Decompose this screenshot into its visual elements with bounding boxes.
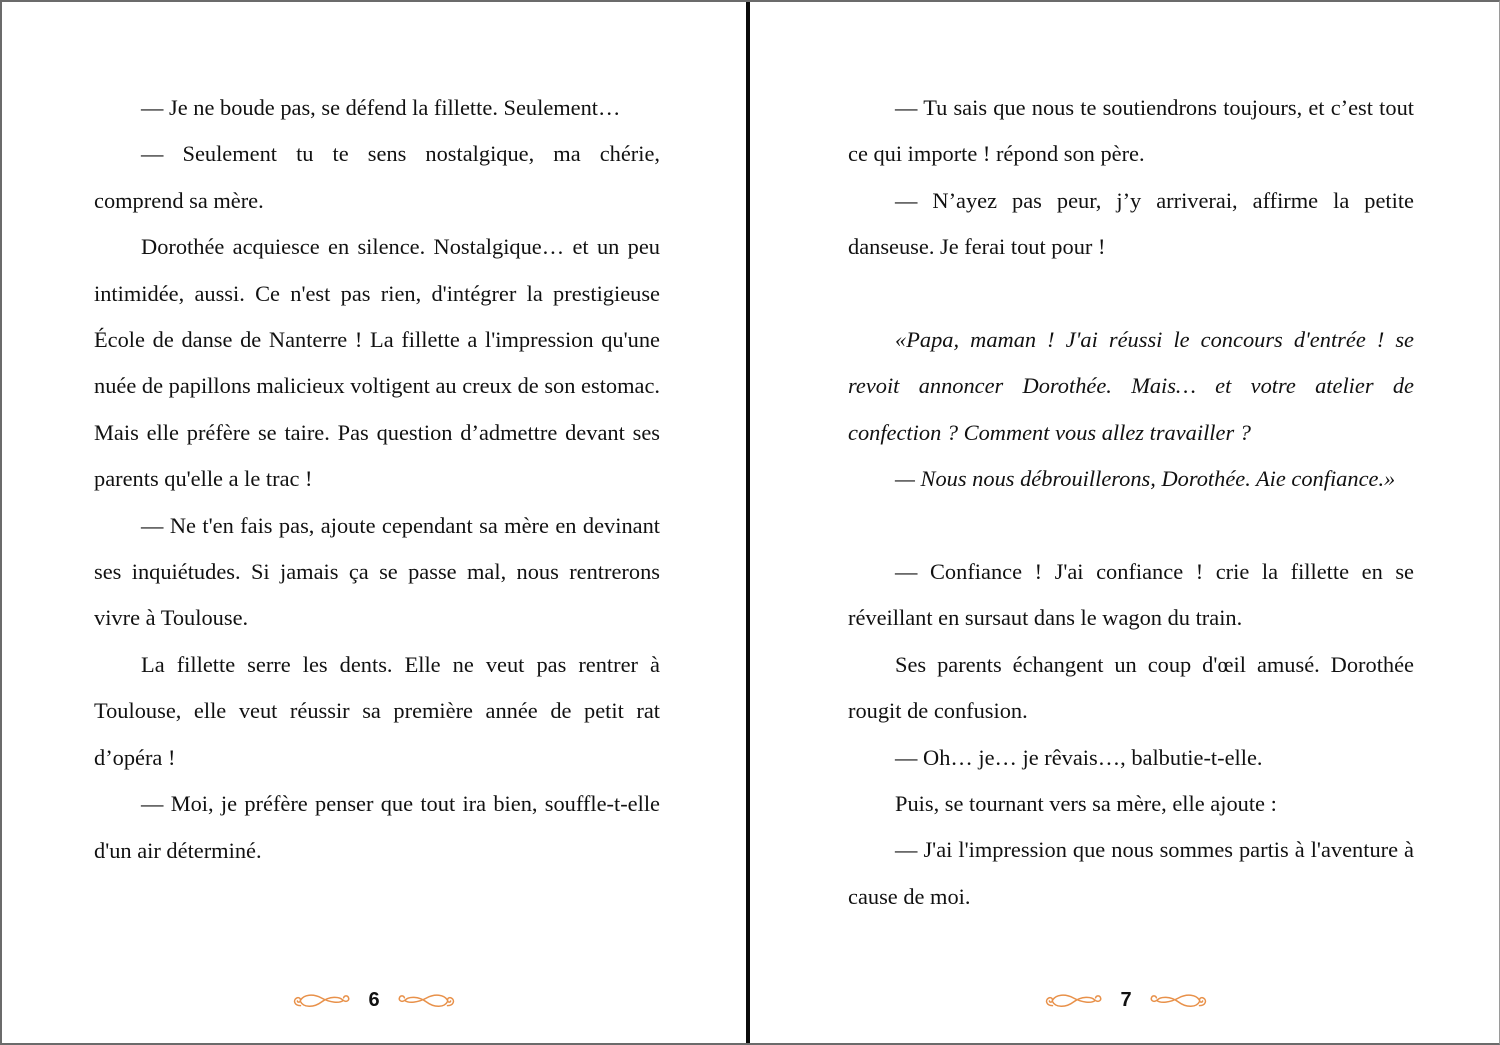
right-page-footer [750, 983, 1500, 1017]
paragraph-italic: — Nous nous débrouillerons, Dorothée. Aie confiance.» [895, 466, 1396, 492]
page-number: 7 [1120, 989, 1132, 1011]
left-page [2, 2, 746, 1043]
page-number: 6 [368, 989, 380, 1011]
paragraph: Dorothée acquiesce en silence. Nostalgique… et un peu intimidée, aussi. Ce n'est pas rien, d'intégrer la prestigieuse École de danse de Nanterre ! La fillette a l'impression qu'une nuée de papillons malicieux voltigent au creux de son estomac. Mais elle préfère se taire. Pas question d’admettre devant ses parents qu'elle a le trac ! [94, 234, 660, 492]
paragraph: — Tu sais que nous te soutiendrons toujours, et c’est tout ce qui importe ! répond son père. [848, 95, 1414, 167]
paragraph: Puis, se tournant vers sa mère, elle ajoute : [895, 791, 1277, 817]
paragraph: — J'ai l'impression que nous sommes partis à l'aventure à cause de moi. [848, 837, 1414, 909]
paragraph: Ses parents échangent un coup d'œil amusé. Dorothée rougit de confusion. [848, 651, 1414, 724]
paragraph: — Confiance ! J'ai confiance ! crie la fillette en se réveillant en sursaut dans le wagon du train. [848, 559, 1414, 631]
paragraph-spacer [848, 503, 1414, 549]
flourish-ornament-left [1043, 987, 1105, 1013]
flourish-ornament-left [291, 987, 353, 1013]
flourish-ornament-right [395, 987, 457, 1013]
flourish-ornament-right [1147, 987, 1209, 1013]
paragraph: — Moi, je préfère penser que tout ira bien, souffle-t-elle d'un air déterminé. [94, 791, 660, 863]
paragraph: La fillette serre les dents. Elle ne veut pas rentrer à Toulouse, elle veut réussir sa première année de petit rat d’opéra ! [94, 651, 660, 770]
left-page-footer [2, 983, 746, 1017]
right-page [750, 2, 1500, 1043]
left-page-textblock [94, 85, 660, 874]
paragraph: — Seulement tu te sens nostalgique, ma chérie, comprend sa mère. [94, 141, 660, 213]
paragraph-italic: «Papa, maman ! J'ai réussi le concours d'entrée ! se revoit annoncer Dorothée. Mais… et votre atelier de confection ? Comment vous allez travailler ? [848, 327, 1414, 445]
right-page-textblock [848, 85, 1414, 920]
paragraph: — Ne t'en fais pas, ajoute cependant sa mère en devinant ses inquiétudes. Si jamais ça se passe mal, nous rentrerons vivre à Toulouse. [94, 512, 660, 631]
paragraph-spacer [848, 271, 1414, 317]
paragraph: — N’ayez pas peur, j’y arriverai, affirme la petite danseuse. Je ferai tout pour ! [848, 187, 1414, 260]
paragraph: — Oh… je… je rêvais…, balbutie-t-elle. [895, 744, 1263, 770]
paragraph: — Je ne boude pas, se défend la fillette. Seulement… [141, 95, 621, 120]
